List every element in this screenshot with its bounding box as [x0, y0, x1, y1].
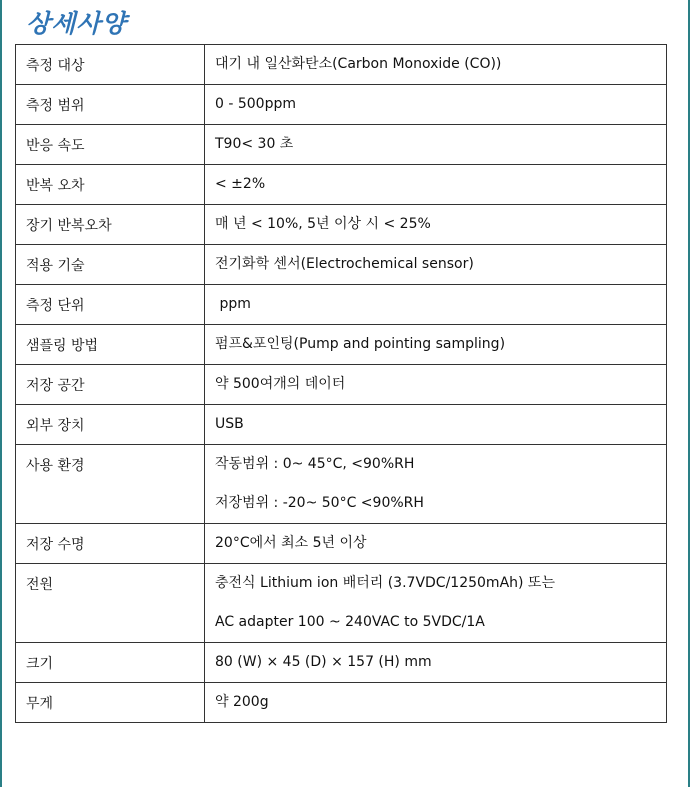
row-value	[205, 85, 667, 125]
table-row	[16, 325, 667, 365]
value-line: < ±2%	[215, 176, 266, 192]
value-line: 20°C에서 최소 5년 이상	[215, 535, 367, 551]
table-row	[16, 205, 667, 245]
table-row	[16, 245, 667, 285]
row-value	[205, 643, 667, 683]
row-label: 외부 장치	[16, 405, 205, 445]
value-line: USB	[215, 416, 244, 432]
row-value	[205, 524, 667, 564]
value-line: 0 - 500ppm	[215, 96, 296, 112]
value-line: T90< 30 초	[215, 136, 294, 152]
value-line: 80 (W) × 45 (D) × 157 (H) mm	[215, 654, 432, 670]
value-line: 전기화학 센서(Electrochemical sensor)	[215, 256, 474, 272]
table-row	[16, 125, 667, 165]
row-label: 저장 수명	[16, 524, 205, 564]
row-label: 측정 범위	[16, 85, 205, 125]
table-row	[16, 524, 667, 564]
table-row	[16, 285, 667, 325]
row-value	[205, 683, 667, 723]
row-value	[205, 405, 667, 445]
row-label: 사용 환경	[16, 445, 205, 524]
row-value	[205, 285, 667, 325]
row-value	[205, 165, 667, 205]
value-line: 약 200g	[215, 694, 269, 710]
row-label: 측정 단위	[16, 285, 205, 325]
value-line: 펌프&포인팅(Pump and pointing sampling)	[215, 336, 506, 352]
row-label: 반응 속도	[16, 125, 205, 165]
row-label: 샘플링 방법	[16, 325, 205, 365]
table-row	[16, 564, 667, 643]
table-row	[16, 683, 667, 723]
table-row	[16, 365, 667, 405]
row-value	[205, 325, 667, 365]
value-line: 충전식 Lithium ion 배터리 (3.7VDC/1250mAh) 또는	[215, 575, 555, 591]
table-row	[16, 45, 667, 85]
row-value	[205, 205, 667, 245]
spec-table	[15, 44, 667, 723]
row-value	[205, 125, 667, 165]
row-value	[205, 365, 667, 405]
value-line: 매 년 < 10%, 5년 이상 시 < 25%	[215, 216, 431, 232]
row-label: 반복 오차	[16, 165, 205, 205]
row-label: 전원	[16, 564, 205, 643]
value-line: ppm	[215, 296, 251, 312]
table-row	[16, 85, 667, 125]
table-row	[16, 405, 667, 445]
row-label: 크기	[16, 643, 205, 683]
row-label: 장기 반복오차	[16, 205, 205, 245]
row-value	[205, 45, 667, 85]
value-line: 작동범위 : 0~ 45°C, <90%RH	[215, 456, 415, 472]
row-label: 무게	[16, 683, 205, 723]
table-row	[16, 643, 667, 683]
table-row	[16, 445, 667, 524]
row-label: 측정 대상	[16, 45, 205, 85]
page-title: 상세사양	[26, 9, 127, 38]
table-row	[16, 165, 667, 205]
value-line: 약 500여개의 데이터	[215, 376, 346, 392]
value-line: 대기 내 일산화탄소(Carbon Monoxide (CO))	[215, 56, 502, 72]
row-value	[205, 245, 667, 285]
value-line: 저장범위 : -20~ 50°C <90%RH	[215, 495, 424, 511]
row-value	[205, 445, 667, 524]
row-label: 저장 공간	[16, 365, 205, 405]
row-value	[205, 564, 667, 643]
row-label: 적용 기술	[16, 245, 205, 285]
value-line: AC adapter 100 ~ 240VAC to 5VDC/1A	[215, 614, 485, 630]
